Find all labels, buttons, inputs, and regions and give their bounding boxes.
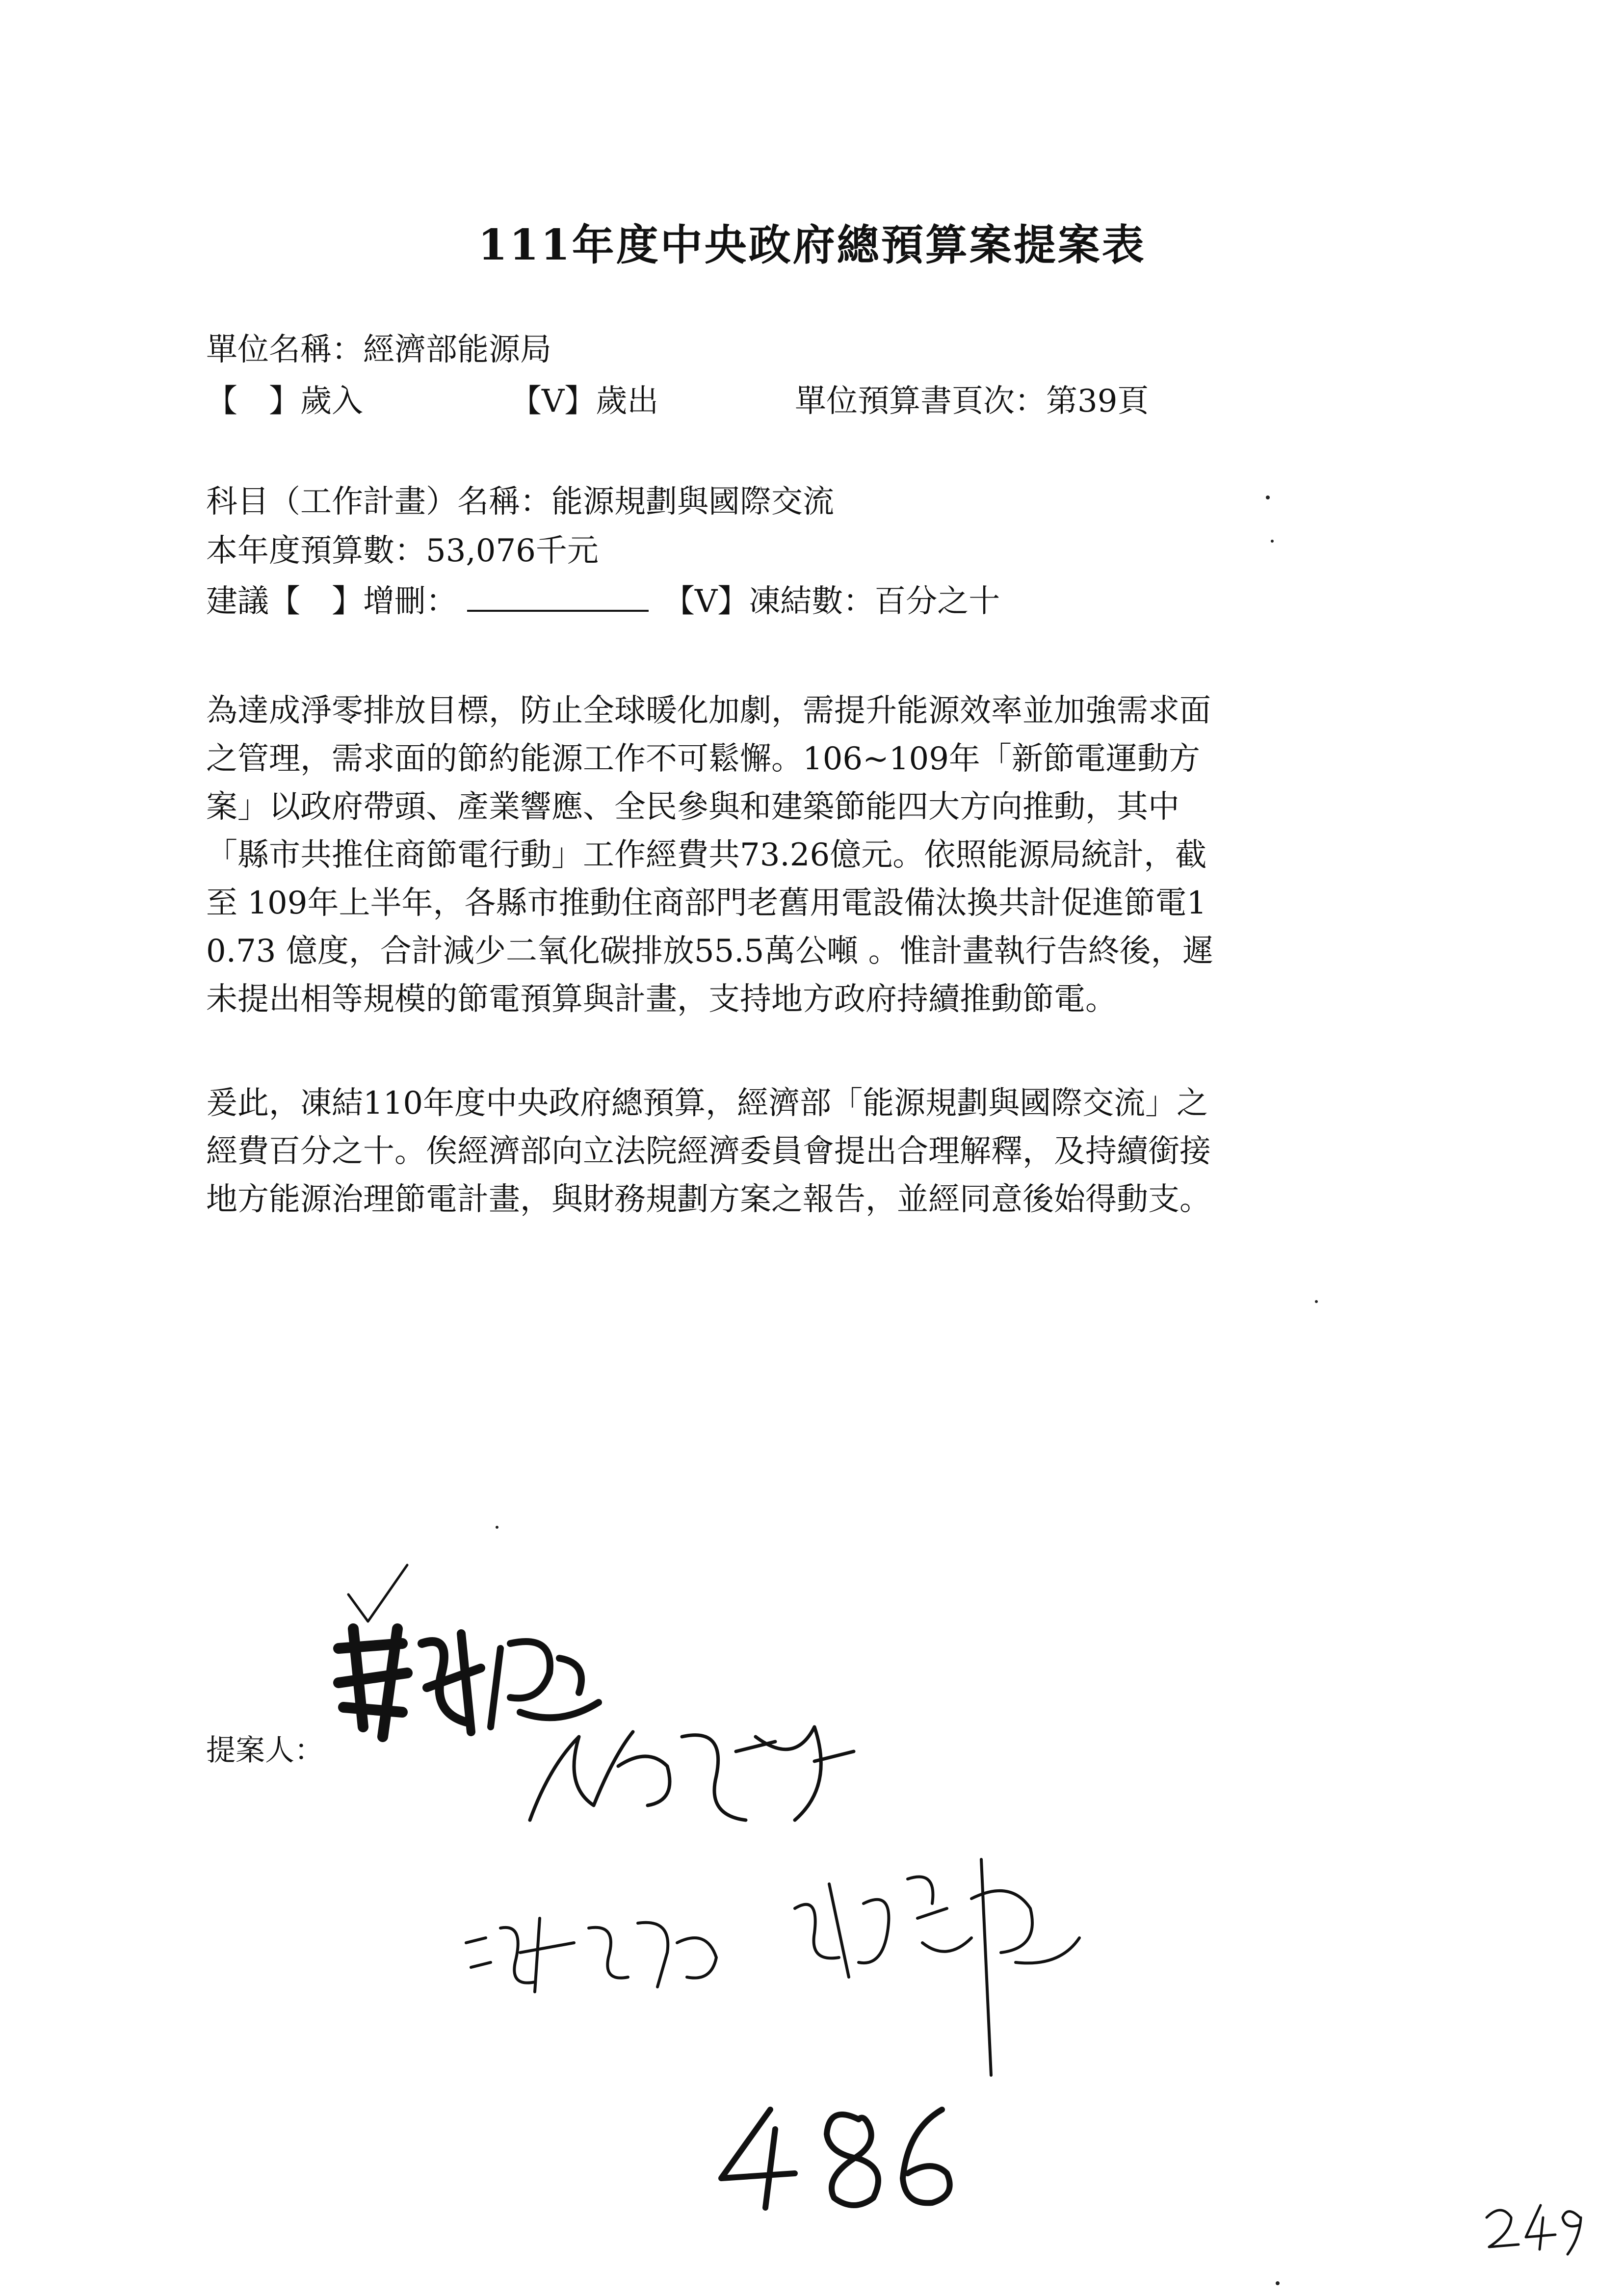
budget-amount-line: 本年度預算數：53,076千元 [206, 533, 599, 569]
proposer-label: 提案人： [206, 1733, 324, 1768]
subject-line: 科目（工作計畫）名稱：能源規劃與國際交流 [206, 484, 834, 520]
paragraph-line: 爰此，凍結110年度中央政府總預算，經濟部「能源規劃與國際交流」之 [206, 1085, 1208, 1122]
scan-speck [1266, 496, 1270, 499]
paragraph-line: 案」以政府帶頭、產業響應、全民參與和建築節能四大方向推動，其中 [206, 789, 1179, 825]
paragraph-line: 0.73 億度，合計減少二氧化碳排放55.5萬公噸 。惟計畫執行告終後，遲 [206, 933, 1214, 969]
scan-speck [1271, 540, 1274, 543]
paragraph-background [206, 687, 1442, 1023]
scan-speck [1315, 1300, 1318, 1303]
paragraph-decision [206, 1079, 1442, 1224]
scan-speck [496, 1526, 498, 1529]
unit-name-line: 單位名稱：經濟部能源局 [206, 332, 551, 368]
budget-type-line [206, 383, 1482, 422]
paragraph-line: 至 109年上半年，各縣市推動住商部門老舊用電設備汰換共計促進節電1 [206, 885, 1207, 921]
handwritten-page-number [1482, 2198, 1590, 2257]
handwritten-number-486 [711, 2100, 967, 2218]
freeze-option: 【V】凍結數：百分之十 [663, 583, 1000, 620]
scan-speck [1276, 2281, 1280, 2285]
expenditure-option: 【V】歲出 [510, 383, 659, 419]
revenue-option: 【 】歲入 [206, 383, 363, 419]
paragraph-line: 未提出相等規模的節電預算與計畫，支持地方政府持續推動節電。 [206, 981, 1117, 1018]
proposal-prefix: 建議【 】增刪： [206, 583, 457, 620]
paragraph-line: 「縣市共推住商節電行動」工作經費共73.26億元。依照能源局統計，截 [206, 837, 1207, 873]
page-title: 111年度中央政府總預算案提案表 [478, 220, 1146, 270]
paragraph-line: 經費百分之十。俟經濟部向立法院經濟委員會提出合理解釋，及持續銜接 [206, 1133, 1211, 1170]
signature-4 [785, 1850, 1099, 2105]
signature-2 [520, 1707, 864, 1835]
paragraph-line: 地方能源治理節電計畫，與財務規劃方案之報告，並經同意後始得動支。 [206, 1181, 1211, 1218]
amount-blank-underline [467, 581, 649, 612]
paragraph-line: 為達成淨零排放目標，防止全球暖化加劇，需提升能源效率並加強需求面 [206, 693, 1211, 729]
proposal-line [206, 581, 1000, 621]
paragraph-line: 之管理，需求面的節約能源工作不可鬆懈。106~109年「新節電運動方 [206, 741, 1200, 777]
budget-page-reference: 單位預算書頁次：第39頁 [795, 383, 1149, 419]
signature-3 [461, 1899, 736, 1997]
